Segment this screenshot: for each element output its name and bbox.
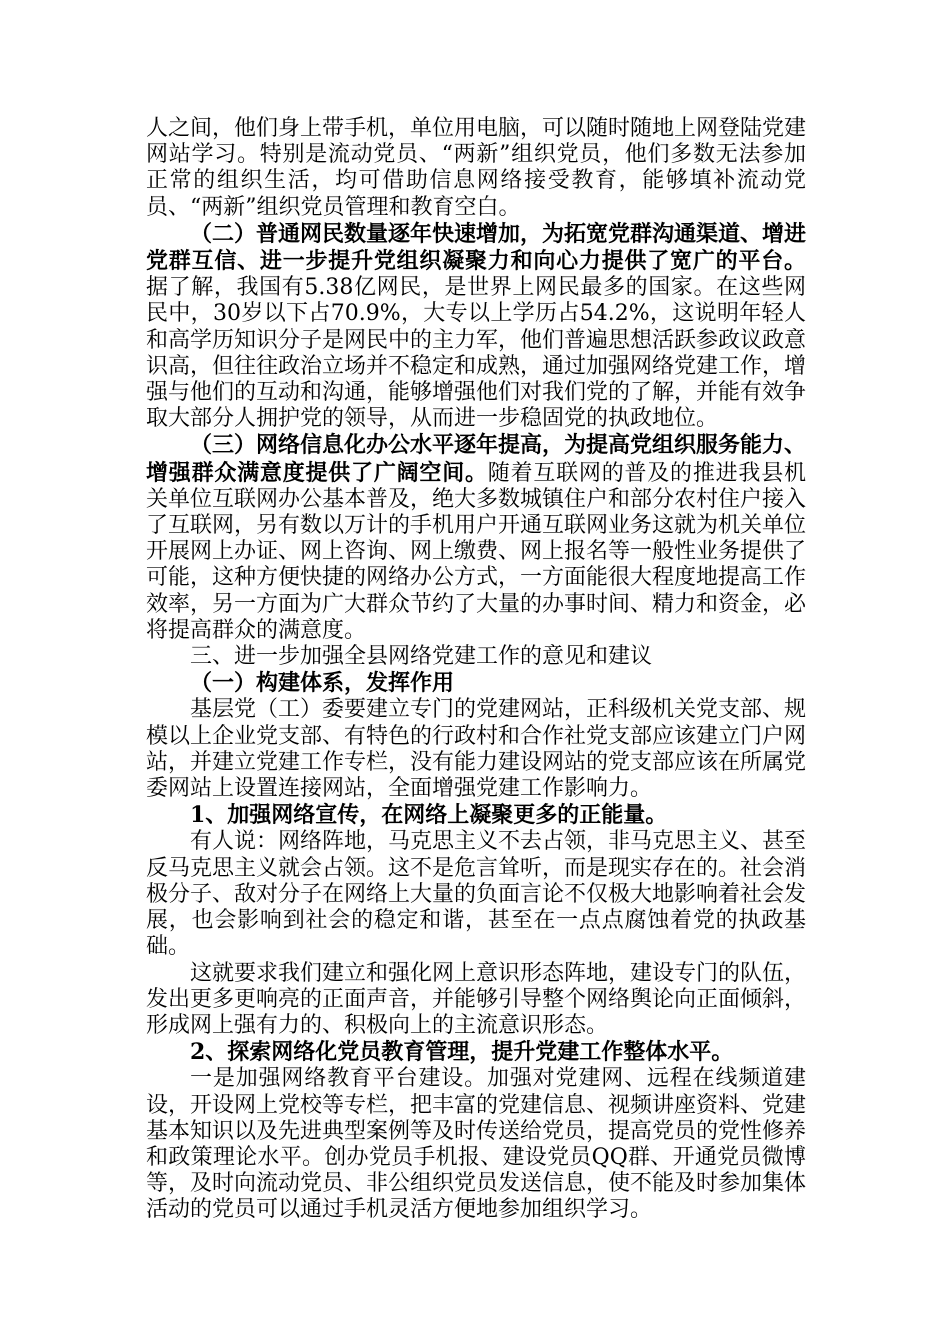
item-heading-text: 2、探索网络化党员教育管理，提升党建工作整体水平。 — [190, 1039, 734, 1066]
item-heading-1 — [146, 802, 806, 829]
paragraph-text: 一是加强网络教育平台建设。加强对党建网、远程在线频道建设，开设网上党校等专栏，把丰富的党建信息、视频讲座资料、党建基本知识以及先进典型案例等及时传送给党员，提高党员的党性修养和政策理论水平。创办党员手机报、建设党员QQ群、开通党员微博等，及时向流动党员、非公组织党员发送信息，使不能及时参加集体活动的党员可以通过手机灵活方便地参加组织学习。 — [146, 1066, 807, 1223]
paragraph-internet-users — [146, 221, 806, 433]
paragraph-office-level — [146, 432, 806, 644]
paragraph-ideology — [146, 961, 806, 1040]
paragraph-text: 人之间，他们身上带手机，单位用电脑，可以随时随地上网登陆党建网站学习。特别是流动党员、“两新”组织党员，他们多数无法参加正常的组织生活，均可借助信息网络接受教育，能够填补流动党员、“两新”组织党员管理和教育空白。 — [146, 116, 807, 220]
paragraph-websites — [146, 697, 806, 802]
paragraph-network-front — [146, 829, 806, 960]
subsection-heading-text: （一）构建体系，发挥作用 — [190, 670, 455, 697]
paragraph-text: 据了解，我国有5.38亿网民，是世界上网民最多的国家。在这些网民中，30岁以下占70.9%，大专以上学历占54.2%，这说明年轻人和高学历知识分子是网民中的主力军，他们普遍思想活跃参政议政意识高，但往往政治立场并不稳定和成熟，通过加强网络党建工作，增强与他们的互动和沟通，能够增强他们对我们党的了解，并能有效争取大部分人拥护党的领导，从而进一步稳固党的执政地位。 — [146, 275, 807, 432]
subsection-heading-1 — [146, 670, 806, 697]
section-heading-3 — [146, 644, 806, 670]
paragraph-text: 随着互联网的普及的推进我县机关单位互联网办公基本普及，绝大多数城镇住户和部分农村住户接入了互联网，另有数以万计的手机用户开通互联网业务这就为机关单位开展网上办证、网上咨询、网上缴费、网上报名等一般性业务提供了可能，这种方便快捷的网络办公方式，一方面能很大程度地提高工作效率，另一方面为广大群众节约了大量的办事时间、精力和资金，必将提高群众的满意度。 — [146, 460, 807, 643]
item-heading-2 — [146, 1039, 806, 1066]
item-heading-text: 1、加强网络宣传，在网络上凝聚更多的正能量。 — [190, 802, 668, 829]
document-page — [146, 116, 806, 1224]
paragraph-continuation — [146, 116, 806, 221]
paragraph-lead-bold: （二）普通网民数量逐年快速增加，为拓宽党群沟通渠道、增进党群互信、进一步提升党组织凝聚力和向心力提供了宽广的平台。 — [146, 220, 807, 275]
paragraph-text: 这就要求我们建立和强化网上意识形态阵地，建设专门的队伍，发出更多更响亮的正面声音，并能够引导整个网络舆论向正面倾斜，形成网上强有力的、积极向上的主流意识形态。 — [146, 960, 807, 1038]
section-heading-text: 三、进一步加强全县网络党建工作的意见和建议 — [190, 644, 653, 670]
paragraph-education-platform — [146, 1066, 806, 1223]
paragraph-lead-bold: （三）网络信息化办公水平逐年提高，为提高党组织服务能力、增强群众满意度提供了广阔空间。 — [146, 432, 807, 486]
paragraph-text: 有人说：网络阵地，马克思主义不去占领，非马克思主义、甚至反马克思主义就会占领。这不是危言耸听，而是现实存在的。社会消极分子、敌对分子在网络上大量的负面言论不仅极大地影响着社会发展，也会影响到社会的稳定和谐，甚至在一点点腐蚀着党的执政基础。 — [146, 829, 807, 960]
paragraph-text: 基层党（工）委要建立专门的党建网站，正科级机关党支部、规模以上企业党支部、有特色的行政村和合作社党支部应该建立门户网站，并建立党建工作专栏，没有能力建设网站的党支部应该在所属党委网站上设置连接网站，全面增强党建工作影响力。 — [146, 697, 807, 802]
